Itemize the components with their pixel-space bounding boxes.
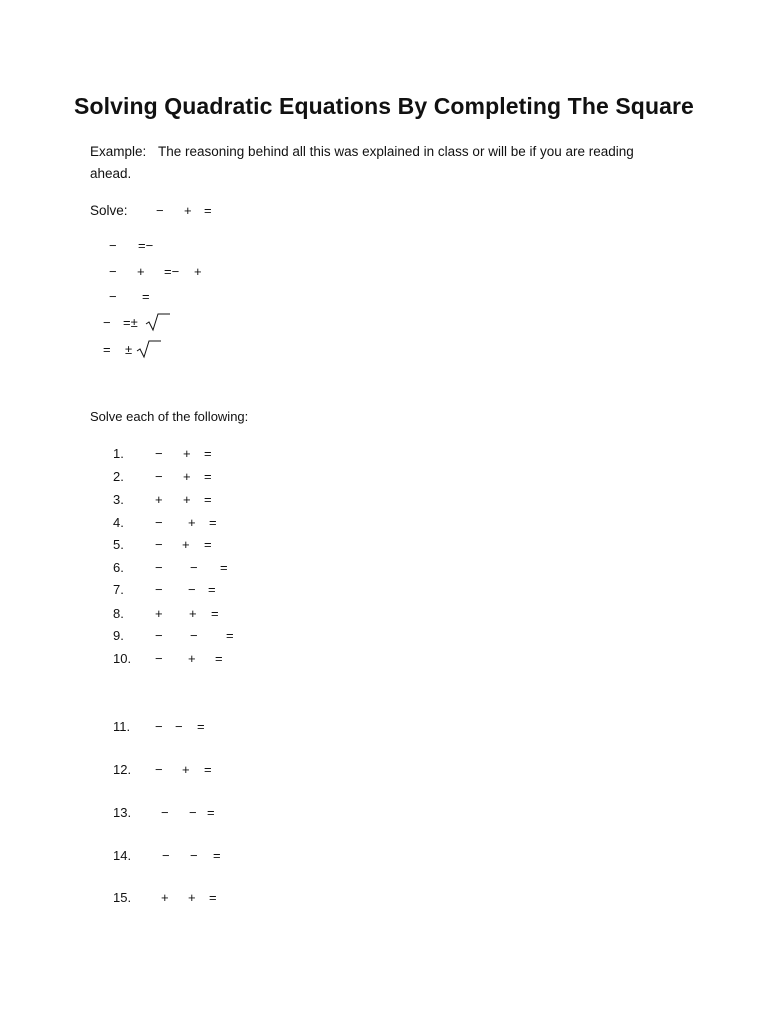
problem-number: 3. bbox=[113, 492, 124, 507]
problem-symbol: + bbox=[182, 762, 190, 777]
problem-symbol: + bbox=[155, 492, 163, 507]
problem-symbol: = bbox=[207, 805, 215, 820]
problem-symbol: + bbox=[183, 446, 191, 461]
step1-minus: − bbox=[109, 238, 117, 253]
problem-symbol: − bbox=[155, 469, 163, 484]
problem-symbol: = bbox=[204, 492, 212, 507]
problem-symbol: + bbox=[188, 515, 196, 530]
problem-symbol: = bbox=[209, 515, 217, 530]
problem-number: 14. bbox=[113, 848, 132, 863]
step2-plus-2: + bbox=[194, 264, 202, 279]
step5-plusminus: ± bbox=[125, 342, 133, 357]
problem-symbol: = bbox=[220, 560, 228, 575]
problem-number: 6. bbox=[113, 560, 124, 575]
problem-symbol: + bbox=[183, 492, 191, 507]
problem-symbol: − bbox=[155, 719, 163, 734]
step2-equals-minus: =− bbox=[164, 264, 180, 279]
problem-symbol: − bbox=[155, 651, 163, 666]
square-root-icon bbox=[145, 312, 171, 332]
problem-symbol: − bbox=[190, 848, 198, 863]
problem-symbol: − bbox=[161, 805, 169, 820]
problem-number: 13. bbox=[113, 805, 132, 820]
solve-plus: + bbox=[184, 203, 192, 218]
problem-symbol: − bbox=[190, 628, 198, 643]
problem-symbol: − bbox=[155, 446, 163, 461]
problem-number: 1. bbox=[113, 446, 124, 461]
problem-number: 12. bbox=[113, 762, 132, 777]
problem-symbol: = bbox=[204, 469, 212, 484]
problem-symbol: + bbox=[182, 537, 190, 552]
problem-symbol: − bbox=[155, 537, 163, 552]
example-line-1 bbox=[90, 141, 634, 163]
solve-label: Solve: bbox=[90, 203, 128, 218]
problem-symbol: + bbox=[189, 606, 197, 621]
page-title: Solving Quadratic Equations By Completing The Square bbox=[74, 93, 694, 119]
example-label: Example: bbox=[90, 144, 147, 159]
problem-symbol: − bbox=[188, 582, 196, 597]
problem-number: 8. bbox=[113, 606, 124, 621]
problem-number: 10. bbox=[113, 651, 132, 666]
step3-minus: − bbox=[109, 289, 117, 304]
exercises-heading: Solve each of the following: bbox=[90, 409, 249, 424]
problem-symbol: = bbox=[213, 848, 221, 863]
problem-symbol: − bbox=[155, 515, 163, 530]
problem-symbol: − bbox=[190, 560, 198, 575]
step3-equals: = bbox=[142, 289, 150, 304]
step4-equals-plusminus: =± bbox=[123, 315, 138, 330]
problem-symbol: − bbox=[175, 719, 183, 734]
problem-symbol: = bbox=[204, 537, 212, 552]
problem-symbol: = bbox=[211, 606, 219, 621]
problem-number: 2. bbox=[113, 469, 124, 484]
problem-symbol: + bbox=[183, 469, 191, 484]
problem-symbol: = bbox=[208, 582, 216, 597]
problem-symbol: = bbox=[204, 762, 212, 777]
problem-number: 9. bbox=[113, 628, 124, 643]
problem-symbol: − bbox=[155, 628, 163, 643]
problem-number: 7. bbox=[113, 582, 124, 597]
problem-symbol: − bbox=[189, 805, 197, 820]
example-line-2: ahead. bbox=[90, 166, 132, 181]
problem-symbol: = bbox=[204, 446, 212, 461]
solve-equals: = bbox=[204, 203, 212, 218]
problem-symbol: + bbox=[155, 606, 163, 621]
step5-equals: = bbox=[103, 342, 111, 357]
problem-symbol: − bbox=[162, 848, 170, 863]
problem-symbol: = bbox=[226, 628, 234, 643]
problem-number: 11. bbox=[113, 719, 131, 734]
step2-minus: − bbox=[109, 264, 117, 279]
step2-plus: + bbox=[137, 264, 145, 279]
problem-symbol: = bbox=[209, 890, 217, 905]
problem-number: 4. bbox=[113, 515, 124, 530]
step4-minus: − bbox=[103, 315, 111, 330]
problem-symbol: + bbox=[188, 890, 196, 905]
problem-symbol: + bbox=[188, 651, 196, 666]
problem-symbol: + bbox=[161, 890, 169, 905]
square-root-icon bbox=[136, 339, 162, 359]
problem-symbol: − bbox=[155, 582, 163, 597]
problem-symbol: − bbox=[155, 560, 163, 575]
problem-number: 5. bbox=[113, 537, 124, 552]
problem-symbol: = bbox=[197, 719, 205, 734]
example-text-1: The reasoning behind all this was explained in class or will be if you are reading bbox=[158, 144, 634, 159]
step1-equals-minus: =− bbox=[138, 238, 154, 253]
problem-number: 15. bbox=[113, 890, 132, 905]
solve-minus: − bbox=[156, 203, 164, 218]
problem-symbol: − bbox=[155, 762, 163, 777]
problem-symbol: = bbox=[215, 651, 223, 666]
